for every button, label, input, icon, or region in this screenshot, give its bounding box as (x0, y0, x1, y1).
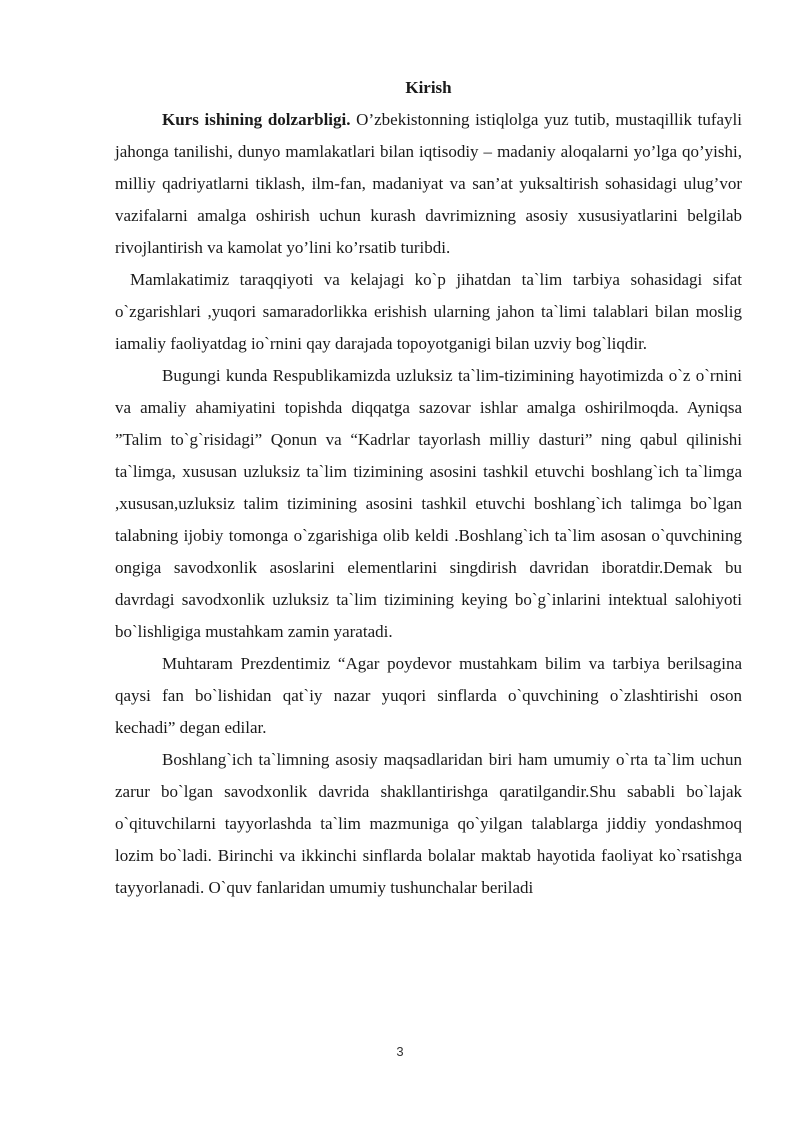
paragraph-relevance (115, 104, 742, 264)
paragraph-development: Mamlakatimiz taraqqiyoti va kelajagi ko`p jihatdan ta`lim tarbiya sohasidagi sifat o`zgarishlari ,yuqori samaradorlikka erishish ularning jahon ta`limi talablari bilan moslig iamaliy faoliyatdag io`rnini qay darajada topoyotganigi bilan uzviy bog`liqdir. (115, 270, 742, 353)
paragraph-president-quote: Muhtaram Prezdentimiz “Agar poydevor mustahkam bilim va tarbiya berilsagina qaysi fan bo`lishidan qat`iy nazar yuqori sinflarda o`quvchining o`zlashtirishi oson kechadi” degan edilar. (115, 654, 742, 737)
paragraph-education-system: Bugungi kunda Respublikamizda uzluksiz ta`lim-tizimining hayotimizda o`z o`rnini va amaliy ahamiyatini topishda diqqatga sazovar ishlar amalga oshirilmoqda. Ayniqsa ”Talim to`g`risidagi” Qonun va “Kadrlar tayorlash milliy dasturi” ning qabul qilinishi ta`limga, xususan uzluksiz ta`lim tizimining asosini tashkil etuvchi boshlang`ich ta`limga ,xususan,uzluksiz talim tizimining asosini tashkil etuvchi boshlang`ich talimga bo`lgan talabning ijobiy tomonga o`zgarishiga olib keldi .Boshlang`ich ta`lim asosan o`quvchining ongiga savodxonlik asoslarini elementlarini singdirish davridan iboratdir.Demak bu davrdagi savodxonlik uzluksiz ta`lim tizimining keying bo`g`inlarini intektual salohiyoti bo`lishligiga mustahkam zamin yaratadi. (115, 366, 742, 641)
paragraph-lead: Kurs ishining dolzarbligi. (162, 110, 351, 129)
section-title: Kirish (405, 78, 452, 97)
document-page (115, 72, 742, 904)
paragraph-text: O’zbekistonning istiqlolga yuz tutib, mustaqillik tufayli jahonga tanilishi, dunyo mamlakatlari bilan iqtisodiy – madaniy aloqalarni yo’lga qo’yishi, milliy qadriyatlarni tiklash, ilm-fan, madaniyat va san’at yuksaltirish sohasidagi ulug’vor vazifalarni amalga oshirish uchun kurash davrimizning asosiy xususiyatlarini belgilab rivojlantirish va kamolat yo’lini ko’rsatib turibdi. (115, 110, 742, 257)
page-number: 3 (396, 1044, 404, 1059)
paragraph-primary-goals: Boshlang`ich ta`limning asosiy maqsadlaridan biri ham umumiy o`rta ta`lim uchun zarur bo`lgan savodxonlik davrida shakllantirishga qaratilgandir.Shu sababli bo`lajak o`qituvchilarni tayyorlashda ta`lim mazmuniga qo`yilgan talablarga jiddiy yondashmoq lozim bo`ladi. Birinchi va ikkinchi sinflarda bolalar maktab hayotida faoliyat ko`rsatishga tayyorlanadi. O`quv fanlaridan umumiy tushunchalar beriladi (115, 750, 742, 897)
